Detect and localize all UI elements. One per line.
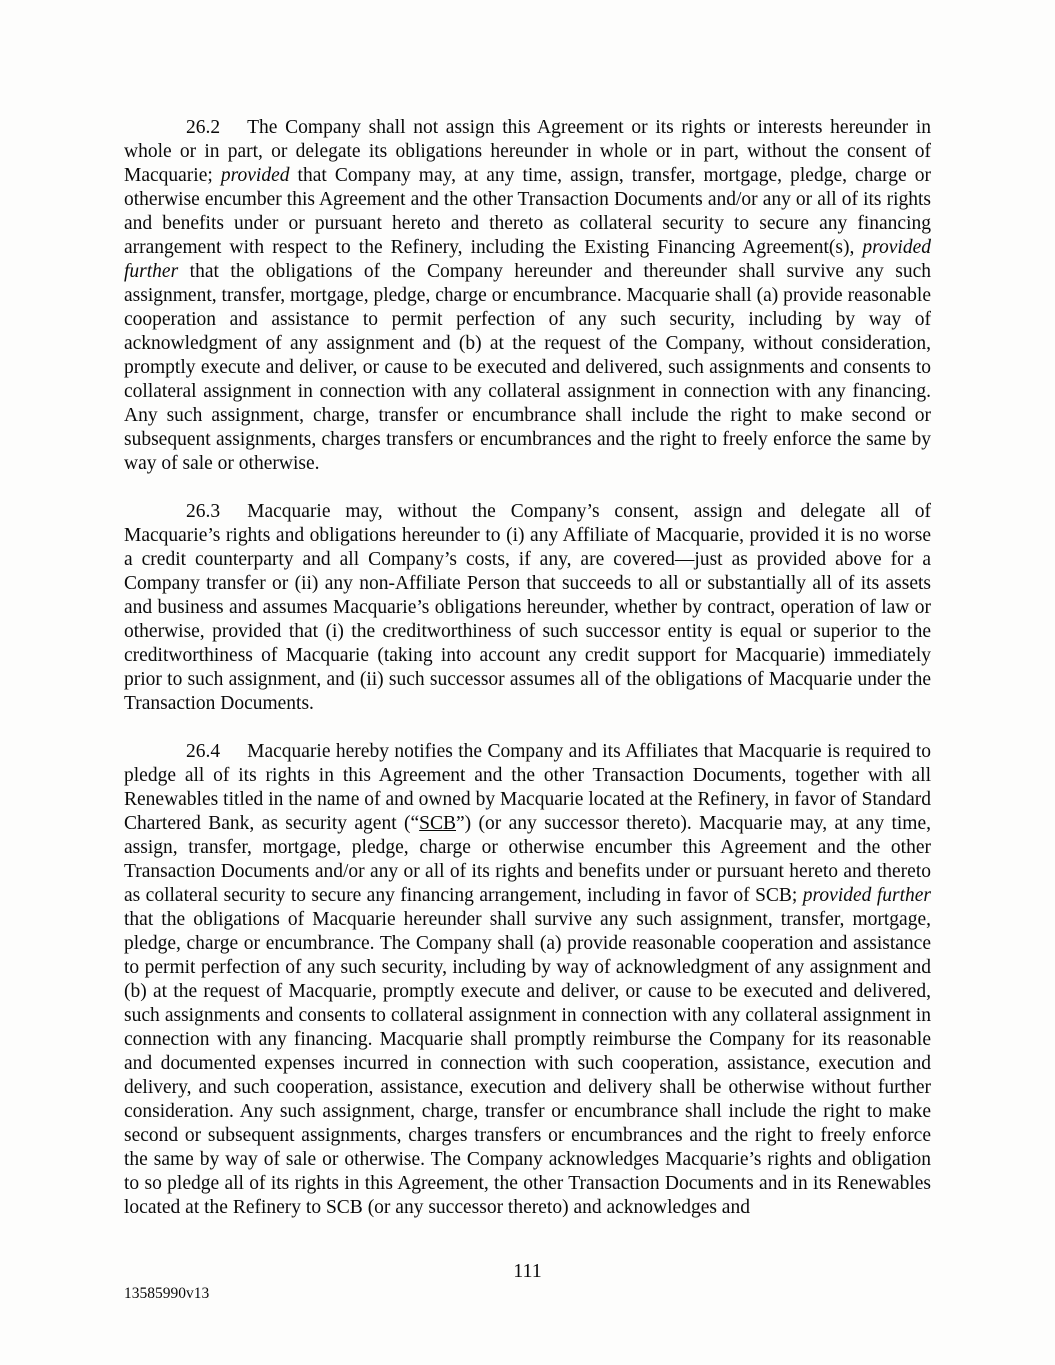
text-run-italic: provided further [802, 885, 931, 906]
section-number: 26.2 [186, 117, 221, 138]
page-number: 111 [513, 1260, 542, 1282]
text-run-underline-defined-term: SCB [419, 813, 457, 834]
text-run: that the obligations of the Company hereunder and thereunder shall survive any such assignment, transfer, mortgage, pledge, charge or encumbrance. Macquarie shall (a) provide reasonable cooperation and assistance to permit perfection of any such security, including by way of acknowledgment of any assignment and (b) at the request of the Company, without consideration, promptly execute and deliver, or cause to be executed and delivered, such assignments and consents to collateral assignment in connection with any collateral assignment in connection with any financing. Any such assignment, charge, transfer or encumbrance shall include the right to make second or subsequent assignments, charges transfers or encumbrances and the right to freely enforce the same by way of sale or otherwise. [124, 261, 931, 474]
text-run-italic: provided [220, 165, 290, 186]
section-paragraph-26-2 [124, 116, 931, 476]
text-run: that Company may, at any time, assign, transfer, mortgage, pledge, charge or otherwise encumber this Agreement and the other Transaction Documents and/or any or all of its rights and benefits under or pursuant hereto and thereto as collateral security to secure any financing arrangement with respect to the Refinery, including the Existing Financing Agreement(s), [124, 165, 931, 258]
text-run: that the obligations of Macquarie hereunder shall survive any such assignment, transfer, mortgage, pledge, charge or encumbrance. The Company shall (a) provide reasonable cooperation and assistance to permit perfection of any such security, including by way of acknowledgment of any assignment and (b) at the request of Macquarie, promptly execute and deliver, or cause to be executed and delivered, such assignments and consents to collateral assignment in connection with any collateral assignment in connection with any financing. Macquarie shall promptly reimburse the Company for its reasonable and documented expenses incurred in connection with such cooperation, assistance, execution and delivery, and such cooperation, assistance, execution and delivery shall be otherwise without further consideration. Any such assignment, charge, transfer or encumbrance shall include the right to make second or subsequent assignments, charges transfers or encumbrances and the right to freely enforce the same by way of sale or otherwise. The Company acknowledges Macquarie’s rights and obligation to so pledge all of its rights in this Agreement, the other Transaction Documents and in its Renewables located at the Refinery to SCB (or any successor thereto) and acknowledges and [124, 909, 931, 1218]
text-run-italic: provided further [124, 237, 931, 282]
text-run: Macquarie may, without the Company’s consent, assign and delegate all of Macquarie’s rights and obligations hereunder to (i) any Affiliate of Macquarie, provided it is no worse a credit counterparty and all Company’s costs, if any, are covered—just as provided above for a Company transfer or (ii) any non-Affiliate Person that succeeds to all or substantially all of its assets and business and assumes Macquarie’s obligations hereunder, whether by contract, operation of law or otherwise, provided that (i) the creditworthiness of such successor entity is equal or superior to the creditworthiness of Macquarie (taking into account any credit support for Macquarie) immediately prior to such assignment, and (ii) such successor assumes all of the obligations of Macquarie under the Transaction Documents. [124, 501, 931, 714]
text-run: Macquarie hereby notifies the Company and its Affiliates that Macquarie is required to pledge all of its rights in this Agreement and the other Transaction Documents, together with all Renewables titled in the name of and owned by Macquarie located at the Refinery, in favor of Standard Chartered Bank, as security agent (“ [124, 741, 931, 834]
section-paragraph-26-3 [124, 500, 931, 716]
section-number: 26.4 [186, 741, 221, 762]
document-id-footer: 13585990v13 [124, 1285, 210, 1302]
section-number: 26.3 [186, 501, 221, 522]
text-run: ”) (or any successor thereto). Macquarie may, at any time, assign, transfer, mortgage, pledge, charge or otherwise encumber this Agreement and the other Transaction Documents and/or any or all of its rights and benefits under or pursuant hereto and thereto as collateral security to secure any financing arrangement, including in favor of SCB; [124, 813, 931, 906]
text-run: The Company shall not assign this Agreement or its rights or interests hereunder in whole or in part, or delegate its obligations hereunder in whole or in part, without the consent of Macquarie; [124, 117, 931, 186]
section-paragraph-26-4 [124, 740, 931, 1220]
document-body [124, 116, 931, 1220]
